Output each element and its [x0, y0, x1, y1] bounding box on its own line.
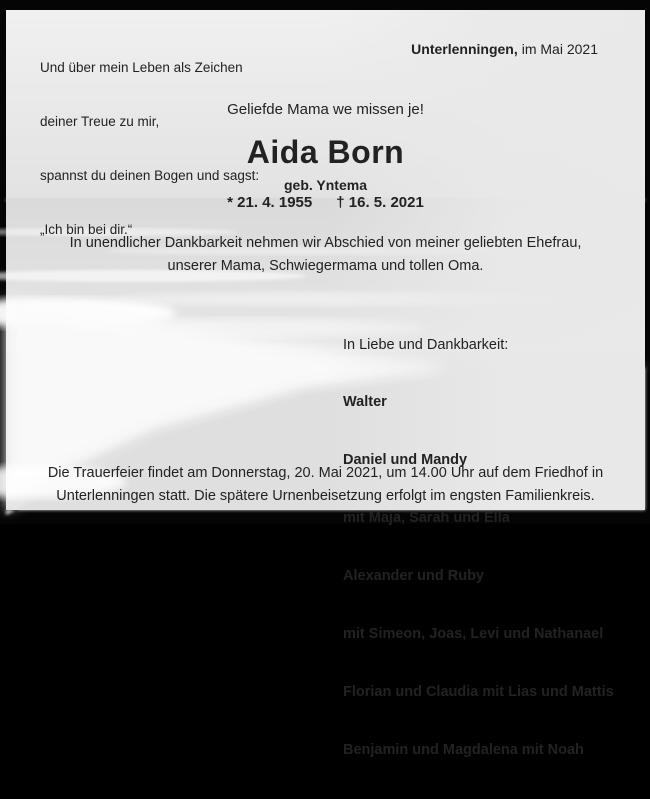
funeral-info [6, 462, 645, 508]
funeral-line: Unterlenningen statt. Die spätere Urnenbeisetzung erfolgt im engsten Familienkreis. [56, 488, 595, 504]
mourners-intro: In Liebe und Dankbarkeit: [343, 336, 509, 353]
mourner-line: Walter [343, 394, 387, 411]
poem-line: deiner Treue zu mir, [40, 114, 160, 129]
mourner-line: Alexander und Ruby [343, 568, 484, 585]
mourners-list [343, 297, 614, 799]
farewell-line: In unendlicher Dankbarkeit nehmen wir Abschied von meiner geliebten Ehefrau, [69, 235, 582, 251]
poem-line: „Ich bin bei dir.“ [40, 222, 133, 237]
dateline-date: im Mai 2021 [521, 41, 598, 57]
death-date: † 16. 5. 2021 [336, 194, 424, 211]
dateline [388, 25, 598, 73]
mourner-line: mit Maja, Sarah und Ella [343, 510, 510, 527]
farewell-line: unserer Mama, Schwiegermama und tollen Oma. [167, 257, 484, 274]
greeting-line: Geliefde Mama we missen je! [227, 101, 424, 118]
life-dates [6, 194, 645, 211]
mourner-line: Florian und Claudia mit Lias und Mattis [343, 683, 614, 700]
mourner-line: mit Simeon, Joas, Levi und Nathanael [343, 626, 604, 643]
poem-line: Und über mein Leben als Zeichen [40, 60, 243, 75]
deceased-name: Aida Born [246, 134, 405, 170]
birth-date: * 21. 4. 1955 [227, 194, 313, 211]
mourner-line: Benjamin und Magdalena mit Noah [343, 741, 584, 758]
farewell-paragraph [6, 232, 645, 277]
obituary-paper [6, 10, 645, 758]
dateline-place: Unterlenningen, [411, 41, 518, 57]
funeral-line: Die Trauerfeier findet am Donnerstag, 20. Mai 2021, um 14.00 Uhr auf dem Friedhof in [47, 465, 604, 481]
mourner-line: Daniel und Mandy [343, 452, 468, 469]
maiden-name: geb. Yntema [284, 177, 367, 193]
poem-line: spannst du deinen Bogen und sagst: [40, 168, 260, 183]
